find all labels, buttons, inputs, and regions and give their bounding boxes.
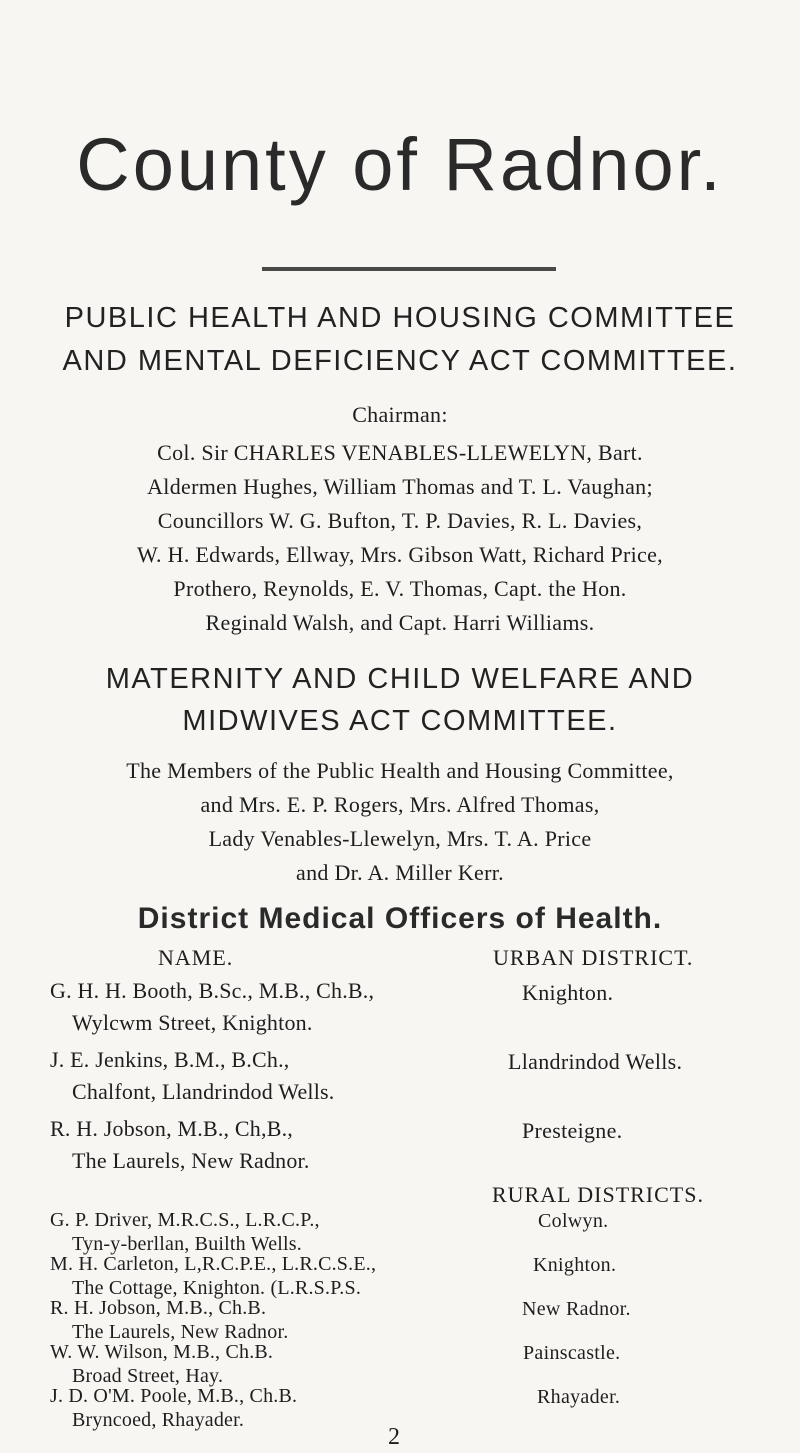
chairman-label: Chairman: bbox=[352, 402, 448, 427]
officer-district: Knighton. bbox=[533, 1254, 617, 1276]
officer-name: G. P. Driver, M.R.C.S., L.R.C.P., bbox=[50, 1209, 320, 1231]
committee1-line: Aldermen Hughes, William Thomas and T. L. Vaughan; bbox=[147, 474, 653, 499]
officer-district: Rhayader. bbox=[537, 1386, 621, 1408]
officer-entry bbox=[50, 1210, 320, 1254]
rural-column-header: RURAL DISTRICTS. bbox=[492, 1182, 704, 1207]
committee2-line: and Mrs. E. P. Rogers, Mrs. Alfred Thomas, bbox=[200, 792, 600, 817]
committee1-line: Prothero, Reynolds, E. V. Thomas, Capt. the Hon. bbox=[173, 576, 627, 601]
name-column-header: NAME. bbox=[158, 945, 234, 970]
officer-name: J. E. Jenkins, B.M., B.Ch., bbox=[50, 1047, 290, 1072]
officer-entry bbox=[50, 1298, 288, 1342]
committee2-line: Lady Venables-Llewelyn, Mrs. T. A. Price bbox=[208, 826, 592, 851]
committee1-line: Col. Sir CHARLES VENABLES-LLEWELYN, Bart. bbox=[157, 440, 643, 465]
committee2-line: and Dr. A. Miller Kerr. bbox=[296, 860, 504, 885]
committee1-line: W. H. Edwards, Ellway, Mrs. Gibson Watt, Richard Price, bbox=[137, 542, 663, 567]
officer-name: R. H. Jobson, M.B., Ch.B. bbox=[50, 1297, 267, 1319]
committee1-line: Reginald Walsh, and Capt. Harri Williams. bbox=[205, 610, 595, 635]
officer-name: R. H. Jobson, M.B., Ch,B., bbox=[50, 1116, 293, 1141]
officer-district: Llandrindod Wells. bbox=[508, 1049, 683, 1074]
title-rule bbox=[262, 267, 556, 271]
officer-address: The Laurels, New Radnor. bbox=[72, 1148, 310, 1173]
officer-entry bbox=[50, 980, 374, 1034]
committee1-heading-line2: AND MENTAL DEFICIENCY ACT COMMITTEE. bbox=[62, 345, 738, 377]
officers-title: District Medical Officers of Health. bbox=[137, 902, 663, 935]
officer-district: Painscastle. bbox=[523, 1342, 621, 1364]
committee2-line: The Members of the Public Health and Housing Committee, bbox=[126, 758, 674, 783]
officer-address: The Laurels, New Radnor. bbox=[72, 1321, 289, 1343]
officer-address: Tyn-y-berllan, Builth Wells. bbox=[72, 1233, 302, 1255]
officer-entry bbox=[50, 1049, 335, 1103]
officer-address: Bryncoed, Rhayader. bbox=[72, 1409, 245, 1431]
officer-name: G. H. H. Booth, B.Sc., M.B., Ch.B., bbox=[50, 978, 375, 1003]
page-title: County of Radnor. bbox=[76, 123, 724, 206]
officer-district: Colwyn. bbox=[538, 1210, 609, 1232]
committee1-line: Councillors W. G. Bufton, T. P. Davies, R. L. Davies, bbox=[157, 508, 643, 533]
officer-entry bbox=[50, 1118, 310, 1172]
officer-address: Chalfont, Llandrindod Wells. bbox=[72, 1079, 335, 1104]
officer-name: W. W. Wilson, M.B., Ch.B. bbox=[50, 1341, 274, 1363]
urban-column-header: URBAN DISTRICT. bbox=[493, 945, 694, 970]
officer-address: The Cottage, Knighton. (L.R.S.P.S. bbox=[72, 1277, 362, 1299]
officer-district: New Radnor. bbox=[522, 1298, 631, 1320]
officer-address: Broad Street, Hay. bbox=[72, 1365, 224, 1387]
officer-name: J. D. O'M. Poole, M.B., Ch.B. bbox=[50, 1385, 298, 1407]
officer-entry bbox=[50, 1386, 297, 1430]
officer-entry bbox=[50, 1342, 273, 1386]
officer-address: Wylcwm Street, Knighton. bbox=[72, 1010, 313, 1035]
officer-name: M. H. Carleton, L,R.C.P.E., L.R.C.S.E., bbox=[50, 1253, 377, 1275]
committee1-heading-line1: PUBLIC HEALTH AND HOUSING COMMITTEE bbox=[64, 302, 736, 334]
page-number: 2 bbox=[388, 1424, 400, 1450]
officer-district: Knighton. bbox=[522, 980, 614, 1005]
committee2-heading-line2: MIDWIVES ACT COMMITTEE. bbox=[182, 705, 618, 737]
officer-entry bbox=[50, 1254, 376, 1298]
committee2-heading-line1: MATERNITY AND CHILD WELFARE AND bbox=[105, 663, 695, 695]
officer-district: Presteigne. bbox=[522, 1118, 623, 1143]
